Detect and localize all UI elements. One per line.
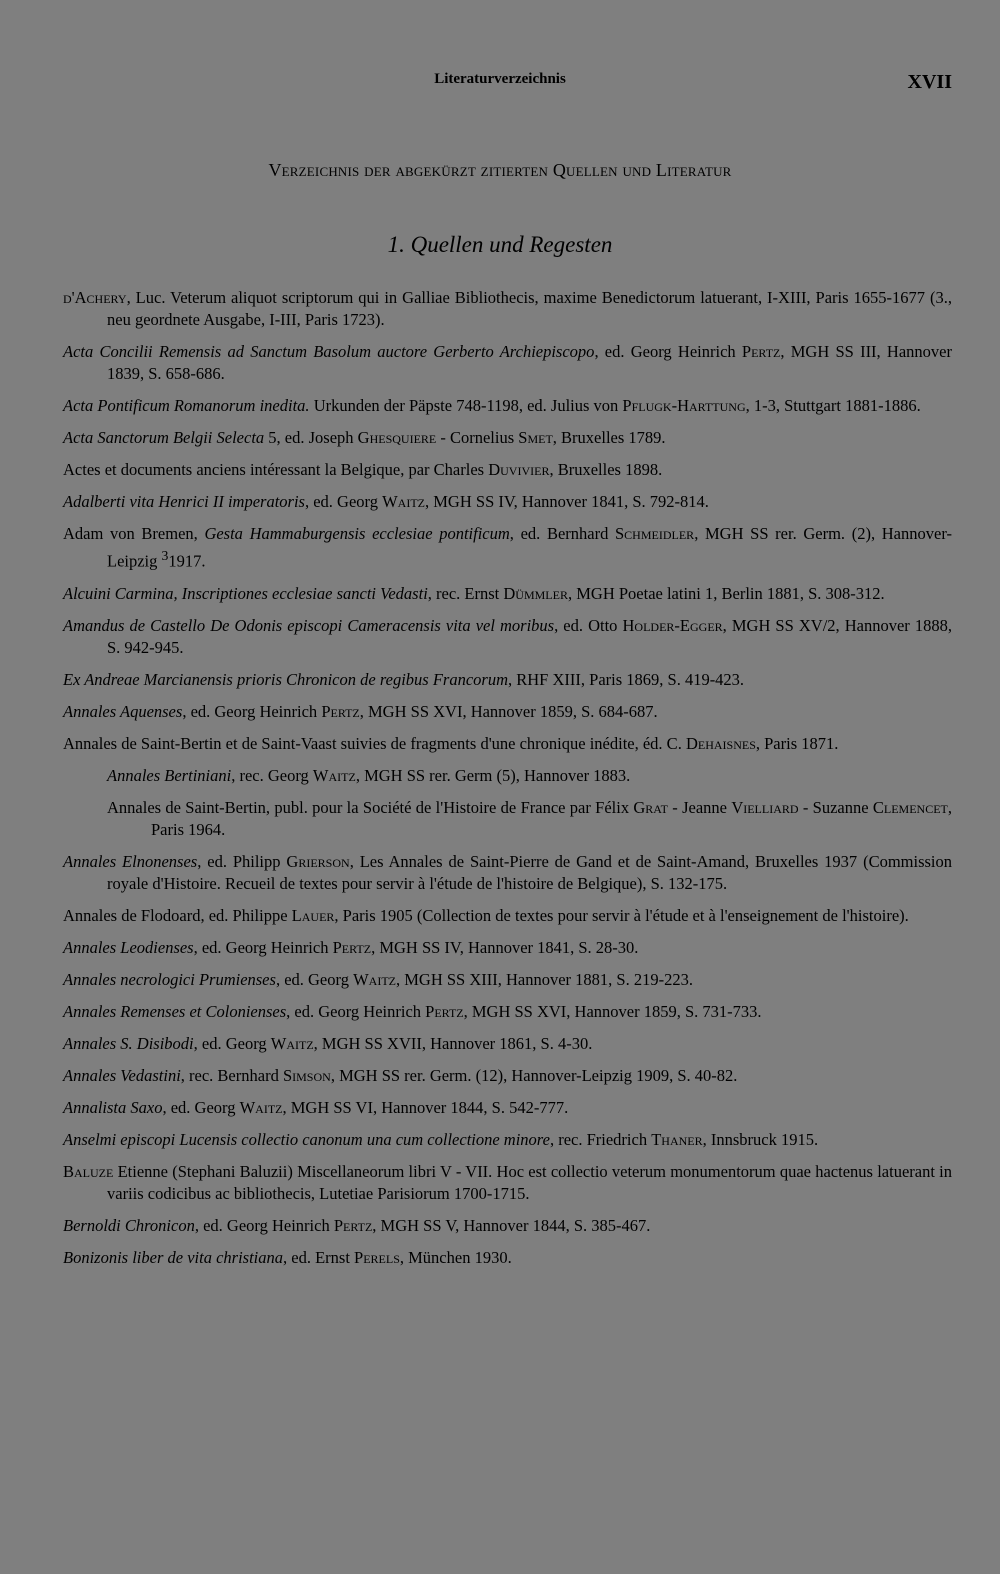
bibliography-entry: Bonizonis liber de vita christiana, ed. Ernst Perels, München 1930. bbox=[63, 1247, 512, 1267]
bibliography-entry: Annales Leodienses, ed. Georg Heinrich Pertz, MGH SS IV, Hannover 1841, S. 28-30. bbox=[63, 937, 639, 957]
bibliography-entry: Adalberti vita Henrici II imperatoris, ed. Georg Waitz, MGH SS IV, Hannover 1841, S. 792-814. bbox=[63, 492, 709, 511]
bibliography-list bbox=[63, 287, 952, 1279]
bibliography-entry: Annales Remenses et Colonienses, ed. Georg Heinrich Pertz, MGH SS XVI, Hannover 1859, S. 731-733. bbox=[63, 1001, 762, 1021]
bibliography-entry: d'Achery, Luc. Veterum aliquot scriptorum qui in Galliae Bibliothecis, maxime Benedictorum latuerant, I-XIII, Paris 1655-1677 (3., neu geordnete Ausgabe, I-III, Paris 1723). bbox=[63, 288, 952, 329]
bibliography-subentry: Annales de Saint-Bertin, publ. pour la Société de l'Histoire de France par Félix Grat - Jeanne Vielliard - Suzanne Clemencet, Paris 1964. bbox=[107, 797, 952, 839]
bibliography-entry: Annales de Flodoard, ed. Philippe Lauer, Paris 1905 (Collection de textes pour servir à l'étude et à l'enseignement de l'histoire). bbox=[63, 905, 909, 925]
bibliography-entry: Annales Aquenses, ed. Georg Heinrich Pertz, MGH SS XVI, Hannover 1859, S. 684-687. bbox=[63, 701, 658, 721]
section-heading: Verzeichnis der abgekürzt zitierten Quellen und Literatur bbox=[268, 160, 732, 180]
bibliography-entry: Acta Concilii Remensis ad Sanctum Basolum auctore Gerberto Archiepiscopo, ed. Georg Heinrich Pertz, MGH SS III, Hannover 1839, S. 658-686. bbox=[63, 342, 952, 383]
bibliography-entry: Acta Pontificum Romanorum inedita. Urkunden der Päpste 748-1198, ed. Julius von Pflugk-Harttung, 1-3, Stuttgart 1881-1886. bbox=[63, 396, 921, 415]
subsection-heading: 1. Quellen und Regesten bbox=[387, 232, 613, 257]
bibliography-entry: Annales Vedastini, rec. Bernhard Simson, MGH SS rer. Germ. (12), Hannover-Leipzig 1909, S. 40-82. bbox=[63, 1065, 738, 1085]
bibliography-entry: Ex Andreae Marcianensis prioris Chronicon de regibus Francorum, RHF XIII, Paris 1869, S. 419-423. bbox=[63, 669, 745, 689]
bibliography-entry: Amandus de Castello De Odonis episcopi Cameracensis vita vel moribus, ed. Otto Holder-Egger, MGH SS XV/2, Hannover 1888, S. 942-945. bbox=[63, 615, 952, 657]
page-number: XVII bbox=[907, 71, 952, 93]
running-header-title: Literaturverzeichnis bbox=[434, 71, 566, 87]
bibliography-entry: Annalista Saxo, ed. Georg Waitz, MGH SS VI, Hannover 1844, S. 542-777. bbox=[63, 1097, 569, 1117]
bibliography-entry: Annales Elnonenses, ed. Philipp Grierson, Les Annales de Saint-Pierre de Gand et de Saint-Amand, Bruxelles 1937 (Commission royale d'Histoire. Recueil de textes pour servir à l'étude de l'histoire de Belgique), S. 132-175. bbox=[63, 851, 953, 893]
bibliography-entry: Annales necrologici Prumienses, ed. Georg Waitz, MGH SS XIII, Hannover 1881, S. 219-223. bbox=[63, 969, 693, 989]
bibliography-entry: Adam von Bremen, Gesta Hammaburgensis ecclesiae pontificum, ed. Bernhard Schmeidler, MGH SS rer. Germ. (2), Hannover-Leipzig $^3$1917. bbox=[63, 524, 952, 571]
bibliography-entry: Anselmi episcopi Lucensis collectio canonum una cum collectione minore, rec. Friedrich Thaner, Innsbruck 1915. bbox=[63, 1129, 819, 1149]
bibliography-entry: Acta Sanctorum Belgii Selecta 5, ed. Joseph Ghesquiere - Cornelius Smet, Bruxelles 1789. bbox=[63, 428, 666, 447]
bibliography-entry: Baluze Etienne (Stephani Baluzii) Miscellaneorum libri V - VII. Hoc est collectio veterum monumentorum quae hactenus latuerant in variis codicibus ac bibliothecis, Lutetiae Parisiorum 1700-1715. bbox=[63, 1161, 952, 1203]
bibliography-entry: Annales S. Disibodi, ed. Georg Waitz, MGH SS XVII, Hannover 1861, S. 4-30. bbox=[63, 1033, 593, 1053]
bibliography-subentry: Annales Bertiniani, rec. Georg Waitz, MGH SS rer. Germ (5), Hannover 1883. bbox=[107, 765, 631, 785]
bibliography-entry: Bernoldi Chronicon, ed. Georg Heinrich Pertz, MGH SS V, Hannover 1844, S. 385-467. bbox=[63, 1215, 651, 1235]
bibliography-entry: Alcuini Carmina, Inscriptiones ecclesiae sancti Vedasti, rec. Ernst Dümmler, MGH Poetae latini 1, Berlin 1881, S. 308-312. bbox=[63, 583, 885, 603]
bibliography-entry: Annales de Saint-Bertin et de Saint-Vaast suivies de fragments d'une chronique inédite, éd. C. Dehaisnes, Paris 1871. bbox=[63, 733, 839, 753]
bibliography-entry: Actes et documents anciens intéressant la Belgique, par Charles Duvivier, Bruxelles 1898. bbox=[63, 460, 663, 479]
